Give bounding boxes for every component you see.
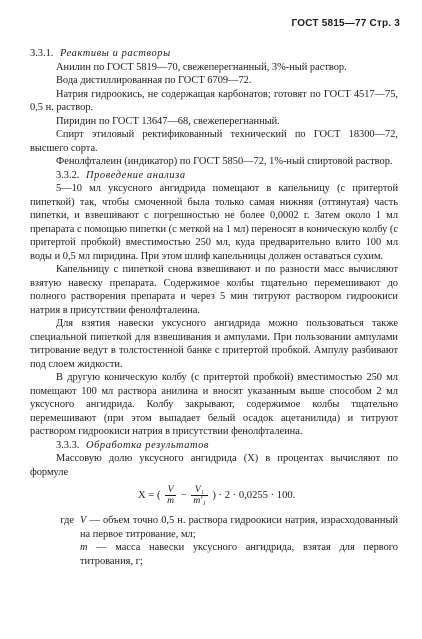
formula-open-paren: ( — [156, 489, 161, 501]
paragraph-procedure-2: Капельницу с пипеткой снова взвешивают и по разности масс вычисляют взятую навеску препарата. Содержимое колбы тщательно перемешивают до полного растворения препарата и через 5 мин титруют раствором гидроокиси натрия в присутствии фенолфталеина. — [30, 264, 398, 316]
section-3-3-1-heading — [30, 47, 398, 61]
definition-body — [80, 541, 398, 568]
fraction-numerator: V₁ — [191, 485, 207, 496]
section-title: Проведение анализа — [86, 169, 186, 181]
formula-tail: · 2 · 0,0255 · 100. — [218, 489, 296, 501]
definition-text: — объем точно 0,5 н. раствора гидроокиси натрия, израсходованный на первое титрование, мл; — [80, 515, 398, 540]
section-number: 3.3.3. — [56, 439, 80, 451]
formula — [30, 485, 398, 506]
document-body — [30, 47, 398, 568]
paragraph-procedure-1: 5—10 мл уксусного ангидрида помещают в капельницу (с притертой пипеткой) так, чтобы смоченной была только самая нижняя (оттянутая) часть пипетки, и взвешивают с погрешностью не более 0,0002 г. Затем около 1 мл препарата с помощью пипетки (с меткой на 1 мл) переносят в коническую колбу (с притертой пробкой) вместимостью 250 мл, куда предварительно влито 100 мл воды и 0,5 мл пиридина. При этом шлиф капельницы должен оставаться сухим. — [30, 183, 398, 262]
fraction-v-over-m — [165, 485, 176, 506]
formula-minus: − — [180, 489, 187, 501]
definition-m — [30, 541, 398, 568]
section-3-3-2-heading — [30, 169, 398, 183]
fraction-denominator: m'₁ — [193, 495, 206, 506]
paragraph-water: Вода дистиллированная по ГОСТ 6709—72. — [56, 75, 252, 86]
paragraph-naoh: Натрия гидроокись, не содержащая карбонатов; готовят по ГОСТ 4517—75, 0,5 н. раствор. — [30, 88, 398, 113]
paragraph-pyridine: Пиридин по ГОСТ 13647—68, свежеперегнанный. — [56, 115, 280, 127]
definition-symbol: V — [80, 515, 87, 526]
section-3-3-3-heading — [30, 439, 398, 453]
formula-close-paren: ) — [212, 489, 216, 501]
section-title: Обработка результатов — [86, 439, 210, 451]
paragraph-procedure-3: Для взятия навески уксусного ангидрида можно пользоваться также специальной пипеткой для взвешивания и ампулами. При пользовании ампулами титрование ведут в толстостенной банке с притертой пробкой. Ампулу разбивают под слоем жидкости. — [30, 318, 398, 370]
formula-lhs: X = — [138, 489, 155, 501]
definition-label — [30, 541, 80, 568]
fraction-v1-over-m1 — [191, 485, 207, 506]
section-title: Реактивы и растворы — [60, 48, 171, 59]
definition-text: — масса навески уксусного ангидрида, взятая для первого титрования, г; — [80, 542, 398, 567]
definition-label: где — [60, 515, 74, 526]
paragraph-ethanol: Спирт этиловый ректификованный технический по ГОСТ 18300—72, высшего сорта. — [30, 129, 398, 154]
definition-symbol: m — [80, 542, 88, 553]
definition-v — [30, 514, 398, 541]
paragraph-calculation: Массовую долю уксусного ангидрида (X) в процентах вычисляют по формуле — [30, 453, 398, 478]
definition-body — [80, 514, 398, 541]
page-header: ГОСТ 5815—77 Стр. 3 — [291, 18, 400, 29]
section-number: 3.3.1. — [30, 48, 54, 59]
paragraph-aniline: Анилин по ГОСТ 5819—70, свежеперегнанный, 3%-ный раствор. — [56, 61, 347, 73]
paragraph-phenolphthalein: Фенолфталеин (индикатор) по ГОСТ 5850—72, 1%-ный спиртовой раствор. — [56, 156, 393, 167]
paragraph-procedure-4: В другую коническую колбу (с притертой пробкой) вместимостью 250 мл помещают 100 мл раствора анилина и вносят указанным выше способом 2 мл уксусного ангидрида. Колбу закрывают, содержимое колбы тщательно перемешивают (при этом выпадает белый осадок ацетанилида) и титруют раствором гидроокиси натрия в присутствии фенолфталеина. — [30, 372, 398, 437]
fraction-denominator: m — [167, 495, 175, 506]
section-number: 3.3.2. — [56, 169, 80, 181]
fraction-numerator: V — [165, 485, 176, 496]
